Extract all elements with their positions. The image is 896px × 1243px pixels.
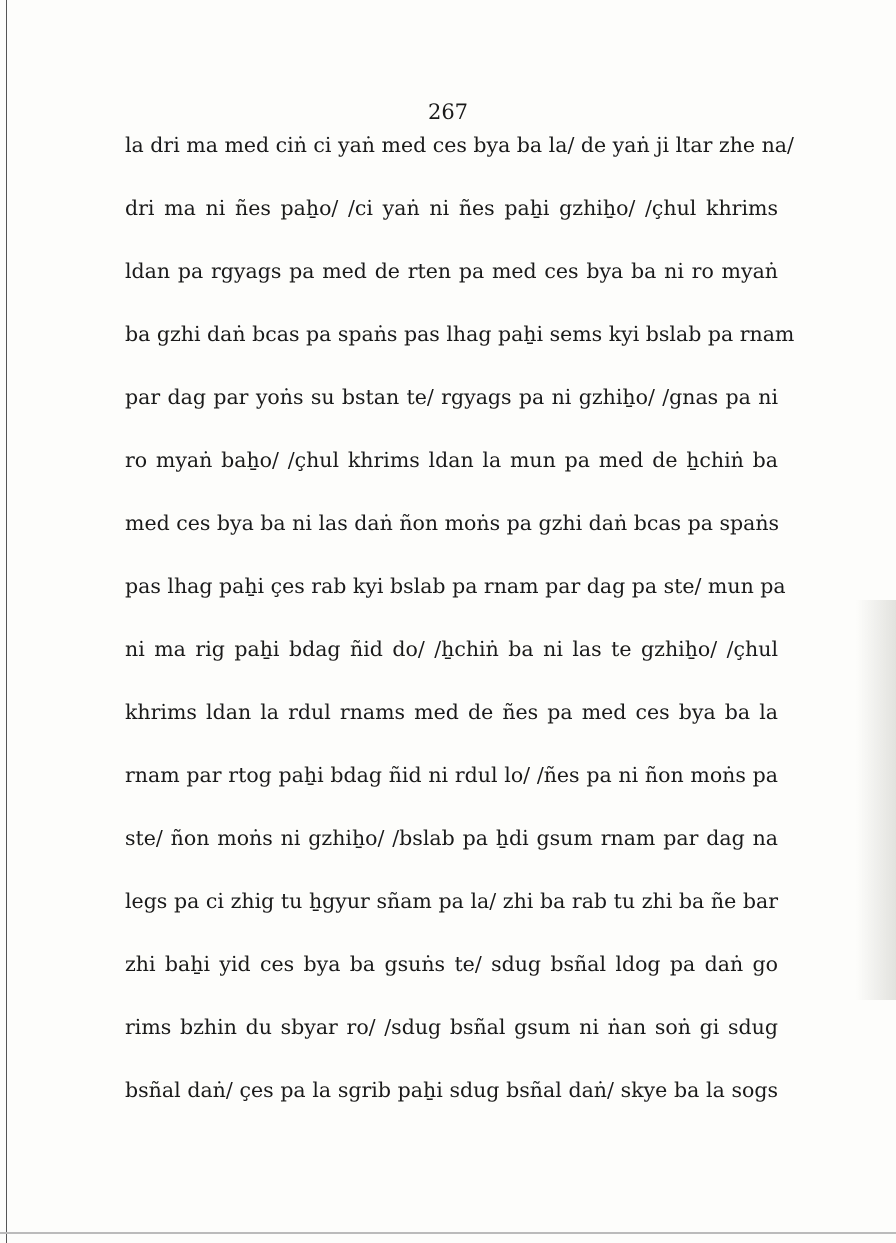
scan-bottom-edge bbox=[0, 1232, 896, 1234]
text-line: par dag par yoṅs su bstan te/ rgyags pa ni gzhiẖo/ /gnas pa ni bbox=[125, 385, 778, 409]
body-text bbox=[125, 130, 795, 1138]
scan-left-edge bbox=[6, 0, 7, 1243]
text-line: khrims ldan la rdul rnams med de ñes pa med ces bya ba la bbox=[125, 700, 778, 724]
text-line: zhi baẖi yid ces bya ba gsuṅs te/ sdug bsñal ldog pa daṅ go bbox=[125, 952, 778, 976]
text-line: med ces bya ba ni las daṅ ñon moṅs pa gzhi daṅ bcas pa spaṅs bbox=[125, 511, 780, 535]
scan-shadow bbox=[856, 600, 896, 1000]
text-line: ldan pa rgyags pa med de rten pa med ces bya ba ni ro myaṅ bbox=[125, 259, 778, 283]
text-line: rnam par rtog paẖi bdag ñid ni rdul lo/ /ñes pa ni ñon moṅs pa bbox=[125, 763, 778, 787]
page-number: 267 bbox=[427, 100, 469, 124]
text-line: bsñal daṅ/ çes pa la sgrib paẖi sdug bsñal daṅ/ skye ba la sogs bbox=[125, 1078, 778, 1102]
text-line: la dri ma med ciṅ ci yaṅ med ces bya ba la/ de yaṅ ji ltar zhe na/ bbox=[125, 133, 794, 157]
text-line: ni ma rig paẖi bdag ñid do/ /ẖchiṅ ba ni las te gzhiẖo/ /çhul bbox=[125, 637, 778, 661]
text-line: ste/ ñon moṅs ni gzhiẖo/ /bslab pa ẖdi gsum rnam par dag na bbox=[125, 826, 778, 850]
text-line: legs pa ci zhig tu ẖgyur sñam pa la/ zhi ba rab tu zhi ba ñe bar bbox=[125, 889, 778, 913]
text-line: pas lhag paẖi çes rab kyi bslab pa rnam par dag pa ste/ mun pa bbox=[125, 574, 786, 598]
text-line: ro myaṅ baẖo/ /çhul khrims ldan la mun pa med de ẖchiṅ ba bbox=[125, 448, 778, 472]
text-line: rims bzhin du sbyar ro/ /sdug bsñal gsum ni ṅan soṅ gi sdug bbox=[125, 1015, 778, 1039]
text-line: ba gzhi daṅ bcas pa spaṅs pas lhag paẖi sems kyi bslab pa rnam bbox=[125, 322, 795, 346]
text-line: dri ma ni ñes paẖo/ /ci yaṅ ni ñes paẖi gzhiẖo/ /çhul khrims bbox=[125, 196, 778, 220]
